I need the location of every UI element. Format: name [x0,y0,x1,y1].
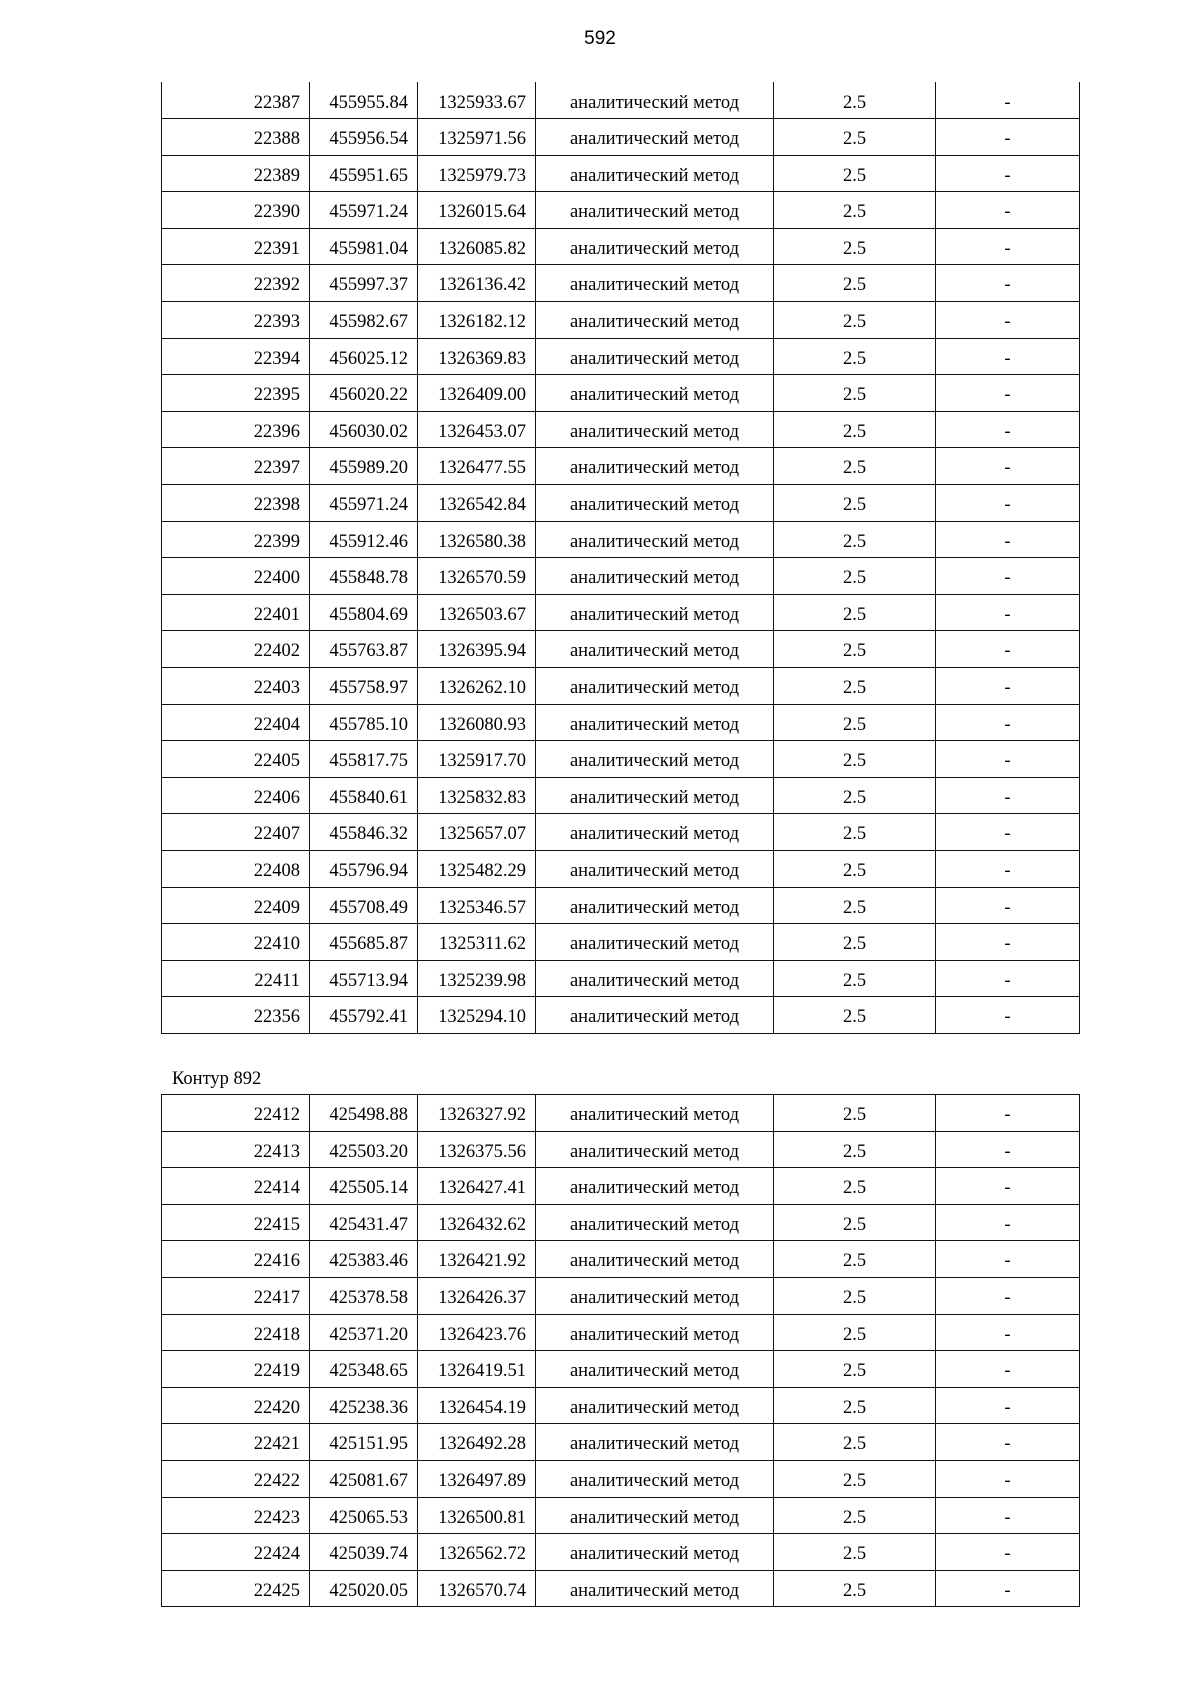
method-cell: аналитический метод [536,704,774,741]
x-coordinate-cell: 425498.88 [310,1095,418,1132]
table-row [162,1277,1080,1314]
method-cell: аналитический метод [536,1534,774,1571]
table-row [162,1168,1080,1205]
point-number-cell: 22395 [162,375,310,412]
table-row [162,1424,1080,1461]
method-cell: аналитический метод [536,1497,774,1534]
x-coordinate-cell: 425431.47 [310,1204,418,1241]
accuracy-cell: 2.5 [774,1131,936,1168]
point-number-cell: 22402 [162,631,310,668]
accuracy-cell: 2.5 [774,704,936,741]
table-row [162,338,1080,375]
y-coordinate-cell: 1325346.57 [418,887,536,924]
point-number-cell: 22423 [162,1497,310,1534]
method-cell: аналитический метод [536,375,774,412]
point-number-cell: 22419 [162,1351,310,1388]
x-coordinate-cell: 425039.74 [310,1534,418,1571]
x-coordinate-cell: 456025.12 [310,338,418,375]
note-cell: - [936,1204,1080,1241]
point-number-cell: 22393 [162,302,310,339]
accuracy-cell: 2.5 [774,1241,936,1278]
accuracy-cell: 2.5 [774,1570,936,1607]
note-cell: - [936,997,1080,1034]
method-cell: аналитический метод [536,1424,774,1461]
table-row [162,155,1080,192]
accuracy-cell: 2.5 [774,411,936,448]
table-row [162,558,1080,595]
accuracy-cell: 2.5 [774,814,936,851]
method-cell: аналитический метод [536,558,774,595]
y-coordinate-cell: 1326423.76 [418,1314,536,1351]
point-number-cell: 22390 [162,192,310,229]
accuracy-cell: 2.5 [774,777,936,814]
table-row [162,924,1080,961]
note-cell: - [936,302,1080,339]
x-coordinate-cell: 455971.24 [310,485,418,522]
table-row [162,448,1080,485]
x-coordinate-cell: 455955.84 [310,82,418,119]
table-row [162,850,1080,887]
method-cell: аналитический метод [536,302,774,339]
y-coordinate-cell: 1326570.74 [418,1570,536,1607]
point-number-cell: 22411 [162,960,310,997]
note-cell: - [936,631,1080,668]
accuracy-cell: 2.5 [774,1351,936,1388]
y-coordinate-cell: 1326375.56 [418,1131,536,1168]
table-row [162,704,1080,741]
x-coordinate-cell: 455951.65 [310,155,418,192]
y-coordinate-cell: 1326453.07 [418,411,536,448]
table-row [162,302,1080,339]
note-cell: - [936,155,1080,192]
y-coordinate-cell: 1326432.62 [418,1204,536,1241]
note-cell: - [936,1314,1080,1351]
method-cell: аналитический метод [536,1570,774,1607]
method-cell: аналитический метод [536,1277,774,1314]
method-cell: аналитический метод [536,411,774,448]
x-coordinate-cell: 455997.37 [310,265,418,302]
accuracy-cell: 2.5 [774,192,936,229]
x-coordinate-cell: 425371.20 [310,1314,418,1351]
table-row [162,1241,1080,1278]
accuracy-cell: 2.5 [774,82,936,119]
x-coordinate-cell: 455685.87 [310,924,418,961]
note-cell: - [936,265,1080,302]
point-number-cell: 22396 [162,411,310,448]
method-cell: аналитический метод [536,265,774,302]
x-coordinate-cell: 425503.20 [310,1131,418,1168]
method-cell: аналитический метод [536,1168,774,1205]
point-number-cell: 22400 [162,558,310,595]
method-cell: аналитический метод [536,668,774,705]
accuracy-cell: 2.5 [774,265,936,302]
y-coordinate-cell: 1325933.67 [418,82,536,119]
method-cell: аналитический метод [536,850,774,887]
point-number-cell: 22410 [162,924,310,961]
accuracy-cell: 2.5 [774,741,936,778]
accuracy-cell: 2.5 [774,1460,936,1497]
method-cell: аналитический метод [536,741,774,778]
x-coordinate-cell: 455981.04 [310,228,418,265]
point-number-cell: 22421 [162,1424,310,1461]
table-row [162,997,1080,1034]
accuracy-cell: 2.5 [774,594,936,631]
note-cell: - [936,119,1080,156]
table-row [162,1387,1080,1424]
method-cell: аналитический метод [536,338,774,375]
note-cell: - [936,1424,1080,1461]
accuracy-cell: 2.5 [774,1314,936,1351]
note-cell: - [936,82,1080,119]
accuracy-cell: 2.5 [774,1387,936,1424]
accuracy-cell: 2.5 [774,1277,936,1314]
y-coordinate-cell: 1326500.81 [418,1497,536,1534]
accuracy-cell: 2.5 [774,1204,936,1241]
note-cell: - [936,1131,1080,1168]
y-coordinate-cell: 1326419.51 [418,1351,536,1388]
point-number-cell: 22409 [162,887,310,924]
x-coordinate-cell: 455763.87 [310,631,418,668]
accuracy-cell: 2.5 [774,668,936,705]
x-coordinate-cell: 455956.54 [310,119,418,156]
note-cell: - [936,1570,1080,1607]
point-number-cell: 22398 [162,485,310,522]
table-row [162,1460,1080,1497]
x-coordinate-cell: 455982.67 [310,302,418,339]
note-cell: - [936,887,1080,924]
x-coordinate-cell: 425383.46 [310,1241,418,1278]
method-cell: аналитический метод [536,924,774,961]
note-cell: - [936,1277,1080,1314]
table-row [162,265,1080,302]
y-coordinate-cell: 1326426.37 [418,1277,536,1314]
note-cell: - [936,704,1080,741]
note-cell: - [936,521,1080,558]
x-coordinate-cell: 425065.53 [310,1497,418,1534]
y-coordinate-cell: 1326327.92 [418,1095,536,1132]
x-coordinate-cell: 455846.32 [310,814,418,851]
table-row [162,594,1080,631]
accuracy-cell: 2.5 [774,338,936,375]
note-cell: - [936,1241,1080,1278]
point-number-cell: 22401 [162,594,310,631]
note-cell: - [936,1351,1080,1388]
method-cell: аналитический метод [536,1131,774,1168]
x-coordinate-cell: 455989.20 [310,448,418,485]
note-cell: - [936,338,1080,375]
coordinates-table-bottom [161,1094,1080,1607]
y-coordinate-cell: 1326570.59 [418,558,536,595]
point-number-cell: 22397 [162,448,310,485]
x-coordinate-cell: 455817.75 [310,741,418,778]
x-coordinate-cell: 425505.14 [310,1168,418,1205]
note-cell: - [936,1534,1080,1571]
x-coordinate-cell: 455912.46 [310,521,418,558]
y-coordinate-cell: 1325239.98 [418,960,536,997]
y-coordinate-cell: 1325832.83 [418,777,536,814]
accuracy-cell: 2.5 [774,228,936,265]
note-cell: - [936,448,1080,485]
accuracy-cell: 2.5 [774,850,936,887]
table-row [162,1204,1080,1241]
table-row [162,741,1080,778]
accuracy-cell: 2.5 [774,887,936,924]
method-cell: аналитический метод [536,777,774,814]
table-row [162,228,1080,265]
accuracy-cell: 2.5 [774,521,936,558]
point-number-cell: 22388 [162,119,310,156]
point-number-cell: 22420 [162,1387,310,1424]
note-cell: - [936,777,1080,814]
x-coordinate-cell: 455708.49 [310,887,418,924]
method-cell: аналитический метод [536,119,774,156]
x-coordinate-cell: 425151.95 [310,1424,418,1461]
y-coordinate-cell: 1326015.64 [418,192,536,229]
point-number-cell: 22418 [162,1314,310,1351]
point-number-cell: 22412 [162,1095,310,1132]
method-cell: аналитический метод [536,1314,774,1351]
table-row [162,887,1080,924]
accuracy-cell: 2.5 [774,155,936,192]
point-number-cell: 22394 [162,338,310,375]
note-cell: - [936,1460,1080,1497]
x-coordinate-cell: 425348.65 [310,1351,418,1388]
x-coordinate-cell: 455785.10 [310,704,418,741]
table-row [162,1534,1080,1571]
y-coordinate-cell: 1325917.70 [418,741,536,778]
coordinates-table-top [161,82,1080,1034]
point-number-cell: 22389 [162,155,310,192]
y-coordinate-cell: 1326369.83 [418,338,536,375]
y-coordinate-cell: 1325971.56 [418,119,536,156]
y-coordinate-cell: 1326427.41 [418,1168,536,1205]
accuracy-cell: 2.5 [774,485,936,522]
x-coordinate-cell: 456030.02 [310,411,418,448]
x-coordinate-cell: 455971.24 [310,192,418,229]
point-number-cell: 22356 [162,997,310,1034]
method-cell: аналитический метод [536,1241,774,1278]
table-row [162,82,1080,119]
point-number-cell: 22425 [162,1570,310,1607]
table-row [162,631,1080,668]
x-coordinate-cell: 425020.05 [310,1570,418,1607]
note-cell: - [936,558,1080,595]
accuracy-cell: 2.5 [774,302,936,339]
y-coordinate-cell: 1326503.67 [418,594,536,631]
x-coordinate-cell: 425081.67 [310,1460,418,1497]
coordinates-table-top-body [162,82,1080,1033]
accuracy-cell: 2.5 [774,960,936,997]
y-coordinate-cell: 1326421.92 [418,1241,536,1278]
method-cell: аналитический метод [536,192,774,229]
y-coordinate-cell: 1326477.55 [418,448,536,485]
accuracy-cell: 2.5 [774,1424,936,1461]
accuracy-cell: 2.5 [774,997,936,1034]
note-cell: - [936,741,1080,778]
method-cell: аналитический метод [536,82,774,119]
accuracy-cell: 2.5 [774,1095,936,1132]
y-coordinate-cell: 1326262.10 [418,668,536,705]
point-number-cell: 22416 [162,1241,310,1278]
y-coordinate-cell: 1325294.10 [418,997,536,1034]
page-number: 592 [584,28,616,49]
y-coordinate-cell: 1326395.94 [418,631,536,668]
point-number-cell: 22405 [162,741,310,778]
y-coordinate-cell: 1326492.28 [418,1424,536,1461]
method-cell: аналитический метод [536,631,774,668]
method-cell: аналитический метод [536,448,774,485]
note-cell: - [936,814,1080,851]
x-coordinate-cell: 456020.22 [310,375,418,412]
y-coordinate-cell: 1326182.12 [418,302,536,339]
table-row [162,521,1080,558]
point-number-cell: 22417 [162,1277,310,1314]
method-cell: аналитический метод [536,887,774,924]
x-coordinate-cell: 455792.41 [310,997,418,1034]
note-cell: - [936,924,1080,961]
y-coordinate-cell: 1326580.38 [418,521,536,558]
note-cell: - [936,228,1080,265]
x-coordinate-cell: 455840.61 [310,777,418,814]
note-cell: - [936,1168,1080,1205]
x-coordinate-cell: 425378.58 [310,1277,418,1314]
point-number-cell: 22392 [162,265,310,302]
y-coordinate-cell: 1325482.29 [418,850,536,887]
point-number-cell: 22424 [162,1534,310,1571]
y-coordinate-cell: 1326136.42 [418,265,536,302]
point-number-cell: 22408 [162,850,310,887]
table-row [162,1131,1080,1168]
accuracy-cell: 2.5 [774,924,936,961]
point-number-cell: 22407 [162,814,310,851]
y-coordinate-cell: 1326409.00 [418,375,536,412]
x-coordinate-cell: 455804.69 [310,594,418,631]
method-cell: аналитический метод [536,155,774,192]
table-row [162,411,1080,448]
note-cell: - [936,960,1080,997]
point-number-cell: 22387 [162,82,310,119]
x-coordinate-cell: 425238.36 [310,1387,418,1424]
note-cell: - [936,1095,1080,1132]
table-row [162,1351,1080,1388]
section-label: Контур 892 [172,1069,262,1089]
method-cell: аналитический метод [536,814,774,851]
method-cell: аналитический метод [536,1204,774,1241]
method-cell: аналитический метод [536,521,774,558]
note-cell: - [936,192,1080,229]
y-coordinate-cell: 1325979.73 [418,155,536,192]
method-cell: аналитический метод [536,1460,774,1497]
note-cell: - [936,485,1080,522]
method-cell: аналитический метод [536,1387,774,1424]
point-number-cell: 22391 [162,228,310,265]
method-cell: аналитический метод [536,485,774,522]
table-row [162,960,1080,997]
x-coordinate-cell: 455758.97 [310,668,418,705]
method-cell: аналитический метод [536,228,774,265]
point-number-cell: 22414 [162,1168,310,1205]
point-number-cell: 22413 [162,1131,310,1168]
accuracy-cell: 2.5 [774,119,936,156]
coordinates-table-bottom-body [162,1095,1080,1607]
table-row [162,668,1080,705]
x-coordinate-cell: 455848.78 [310,558,418,595]
y-coordinate-cell: 1326497.89 [418,1460,536,1497]
accuracy-cell: 2.5 [774,448,936,485]
point-number-cell: 22415 [162,1204,310,1241]
note-cell: - [936,850,1080,887]
point-number-cell: 22422 [162,1460,310,1497]
point-number-cell: 22406 [162,777,310,814]
table-row [162,485,1080,522]
note-cell: - [936,375,1080,412]
table-row [162,375,1080,412]
y-coordinate-cell: 1326080.93 [418,704,536,741]
method-cell: аналитический метод [536,1095,774,1132]
accuracy-cell: 2.5 [774,1534,936,1571]
note-cell: - [936,411,1080,448]
table-row [162,192,1080,229]
accuracy-cell: 2.5 [774,631,936,668]
y-coordinate-cell: 1326542.84 [418,485,536,522]
table-row [162,1570,1080,1607]
method-cell: аналитический метод [536,1351,774,1388]
note-cell: - [936,1497,1080,1534]
point-number-cell: 22403 [162,668,310,705]
accuracy-cell: 2.5 [774,1168,936,1205]
note-cell: - [936,668,1080,705]
table-row [162,119,1080,156]
accuracy-cell: 2.5 [774,1497,936,1534]
method-cell: аналитический метод [536,594,774,631]
y-coordinate-cell: 1326562.72 [418,1534,536,1571]
y-coordinate-cell: 1325657.07 [418,814,536,851]
x-coordinate-cell: 455796.94 [310,850,418,887]
y-coordinate-cell: 1325311.62 [418,924,536,961]
accuracy-cell: 2.5 [774,375,936,412]
table-row [162,1497,1080,1534]
x-coordinate-cell: 455713.94 [310,960,418,997]
method-cell: аналитический метод [536,997,774,1034]
note-cell: - [936,1387,1080,1424]
y-coordinate-cell: 1326454.19 [418,1387,536,1424]
point-number-cell: 22404 [162,704,310,741]
table-row [162,777,1080,814]
table-row [162,1314,1080,1351]
method-cell: аналитический метод [536,960,774,997]
table-row [162,1095,1080,1132]
note-cell: - [936,594,1080,631]
accuracy-cell: 2.5 [774,558,936,595]
y-coordinate-cell: 1326085.82 [418,228,536,265]
point-number-cell: 22399 [162,521,310,558]
table-row [162,814,1080,851]
